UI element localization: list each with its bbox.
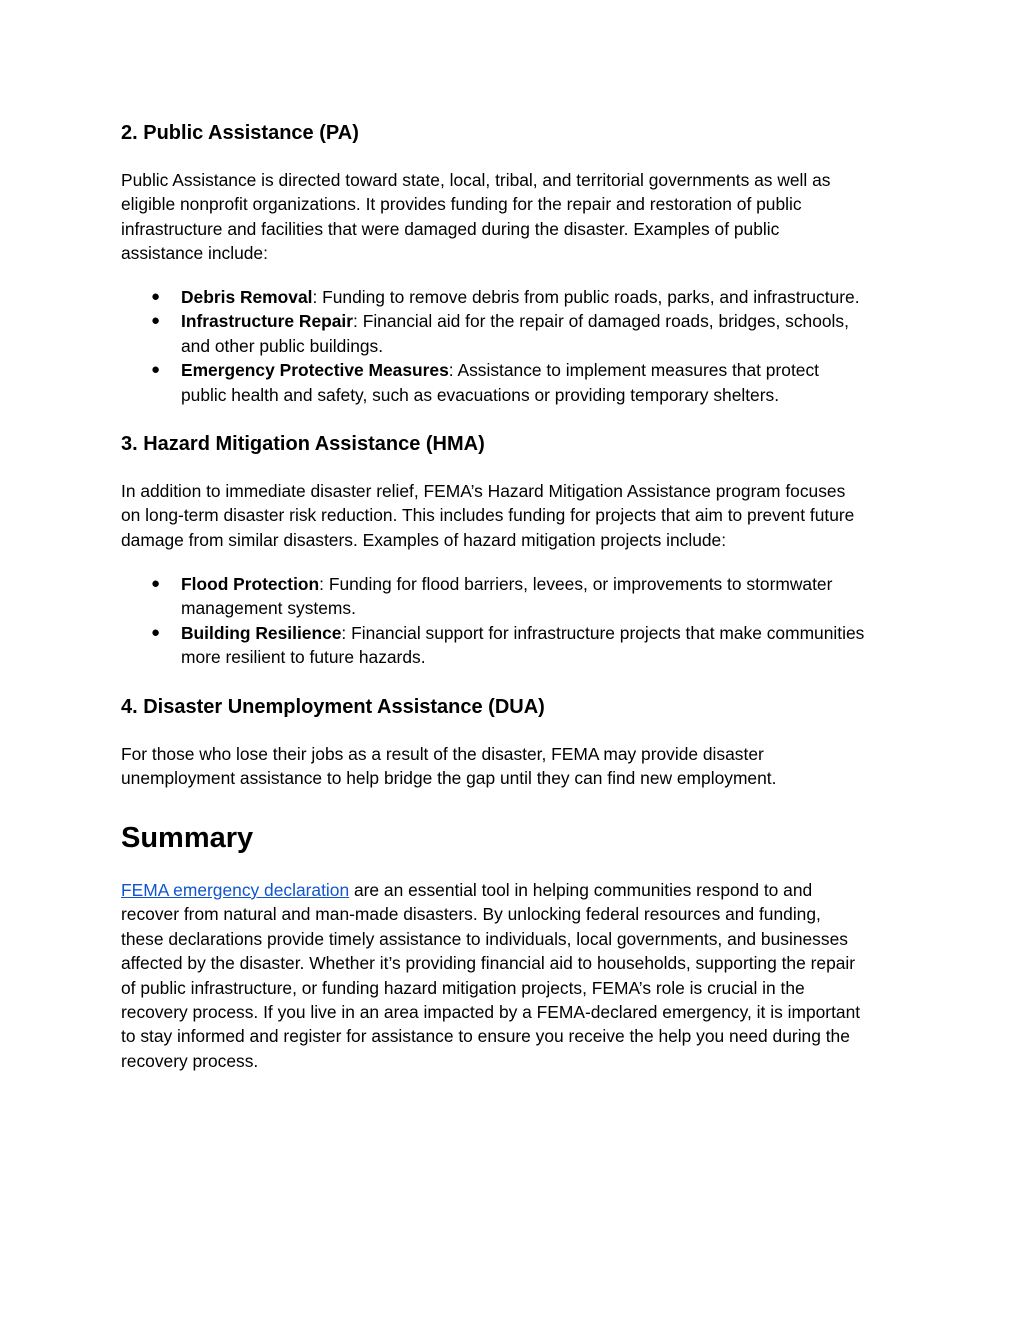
bullet-icon: ●	[151, 623, 161, 641]
paragraph-hazard-mitigation-intro	[121, 479, 911, 552]
list-item-term: Infrastructure Repair	[181, 311, 354, 332]
text-line: affected by the disaster. Whether it’s providing financial aid to households, supporting the repair	[121, 953, 856, 974]
list-item-text: and other public buildings.	[181, 335, 384, 356]
heading-hazard-mitigation: 3. Hazard Mitigation Assistance (HMA)	[121, 433, 485, 455]
text-line: In addition to immediate disaster relief, FEMA’s Hazard Mitigation Assistance program focuses	[121, 481, 846, 501]
list-item	[121, 309, 911, 358]
heading-summary: Summary	[121, 822, 254, 854]
list-public-assistance-examples	[121, 285, 911, 407]
list-item-term: Emergency Protective Measures	[181, 360, 449, 381]
heading-disaster-unemployment: 4. Disaster Unemployment Assistance (DUA)	[121, 696, 545, 718]
list-item-text: : Funding to remove debris from public roads, parks, and infrastructure.	[312, 287, 860, 307]
list-item-text: management systems.	[181, 598, 356, 619]
text-line: are an essential tool in helping communities respond to and	[349, 880, 813, 900]
list-item-text: : Assistance to implement measures that protect	[448, 360, 819, 381]
text-line: recover from natural and man-made disasters. By unlocking federal resources and funding,	[121, 904, 821, 925]
text-line: of public infrastructure, or funding hazard mitigation projects, FEMA’s role is crucial in the	[121, 977, 805, 998]
list-item	[121, 572, 911, 621]
list-item-term: Debris Removal	[181, 287, 313, 307]
list-item-term: Building Resilience	[181, 622, 342, 643]
bullet-icon: ●	[151, 288, 161, 305]
list-item-text: : Financial support for infrastructure projects that make communities	[341, 622, 865, 643]
bullet-icon: ●	[151, 575, 161, 592]
text-line: infrastructure and facilities that were damaged during the disaster. Examples of public	[121, 218, 780, 239]
bullet-icon: ●	[151, 312, 161, 330]
paragraph-public-assistance-intro	[121, 168, 911, 266]
list-item-term: Flood Protection	[181, 574, 320, 594]
list-item	[121, 621, 911, 670]
text-line: to stay informed and register for assistance to ensure you receive the help you need during the	[121, 1026, 850, 1047]
text-line: recovery process.	[121, 1050, 259, 1071]
text-line: For those who lose their jobs as a result of the disaster, FEMA may provide disaster	[121, 744, 764, 764]
text-line: eligible nonprofit organizations. It provides funding for the repair and restoration of public	[121, 194, 802, 215]
list-item-text: : Funding for flood barriers, levees, or improvements to stormwater	[319, 574, 833, 594]
text-line: recovery process. If you live in an area impacted by a FEMA-declared emergency, it is important	[121, 1002, 861, 1023]
text-line: these declarations provide timely assistance to individuals, local governments, and businesses	[121, 928, 848, 949]
list-item-text: : Financial aid for the repair of damaged roads, bridges, schools,	[353, 311, 849, 332]
list-item-text: more resilient to future hazards.	[181, 647, 426, 668]
list-item	[121, 285, 911, 309]
text-line: Public Assistance is directed toward state, local, tribal, and territorial governments as well as	[121, 170, 831, 190]
fema-declaration-link[interactable]: FEMA emergency declaration	[121, 880, 350, 900]
text-line: on long-term disaster risk reduction. This includes funding for projects that aim to prevent future	[121, 505, 855, 526]
text-line: unemployment assistance to help bridge the gap until they can find new employment.	[121, 768, 777, 789]
text-line: damage from similar disasters. Examples of hazard mitigation projects include:	[121, 529, 727, 550]
heading-public-assistance: 2. Public Assistance (PA)	[121, 122, 359, 144]
paragraph-summary	[121, 878, 911, 1073]
paragraph-disaster-unemployment	[121, 742, 911, 791]
text-line: assistance include:	[121, 243, 268, 264]
list-item	[121, 358, 911, 407]
bullet-icon: ●	[151, 361, 161, 379]
list-item-text: public health and safety, such as evacuations or providing temporary shelters.	[181, 384, 780, 405]
list-hazard-mitigation-examples	[121, 572, 911, 670]
